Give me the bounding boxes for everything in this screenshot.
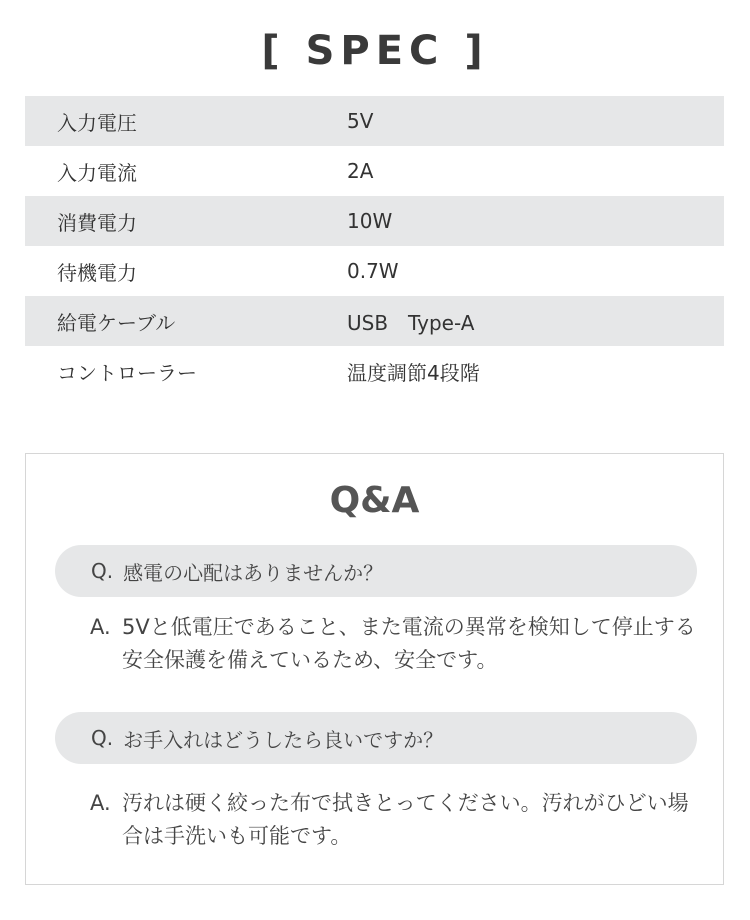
spec-label: 入力電圧 [57, 110, 137, 135]
spec-row [25, 296, 724, 346]
spec-label: 待機電力 [57, 260, 137, 285]
question-mark: Q. [91, 559, 114, 583]
question-text: 感電の心配はありませんか？ [123, 560, 384, 585]
spec-value: USB Type-A [347, 310, 475, 335]
spec-row [25, 96, 724, 146]
spec-row [25, 346, 724, 396]
spec-table [25, 96, 724, 396]
spec-value: 2A [347, 159, 374, 183]
spec-value: 5V [347, 109, 374, 133]
answer-block [90, 611, 700, 677]
spec-value: 温度調節4段階 [347, 360, 480, 385]
question-pill [55, 712, 697, 764]
spec-value: 10W [347, 209, 393, 233]
spec-label: コントローラー [57, 360, 197, 385]
spec-title: [ SPEC ] [261, 28, 489, 74]
qa-title: Q&A [329, 480, 420, 521]
answer-mark: A. [90, 615, 111, 639]
spec-row [25, 246, 724, 296]
qa-box [25, 453, 724, 885]
question-mark: Q. [91, 726, 114, 750]
spec-row [25, 146, 724, 196]
answer-text: 汚れは硬く絞った布で拭きとってください。汚れがひどい場合は手洗いも可能です。 [122, 791, 689, 848]
spec-value: 0.7W [347, 259, 399, 283]
spec-label: 給電ケーブル [57, 310, 176, 335]
spec-label: 入力電流 [57, 160, 137, 185]
question-text: お手入れはどうしたら良いですか？ [123, 727, 444, 752]
answer-mark: A. [90, 791, 111, 815]
answer-block [90, 787, 700, 853]
answer-text: 5Vと低電圧であること、また電流の異常を検知して停止する安全保護を備えているため、安全です。 [122, 615, 696, 672]
spec-label: 消費電力 [57, 210, 137, 235]
question-pill [55, 545, 697, 597]
spec-row [25, 196, 724, 246]
